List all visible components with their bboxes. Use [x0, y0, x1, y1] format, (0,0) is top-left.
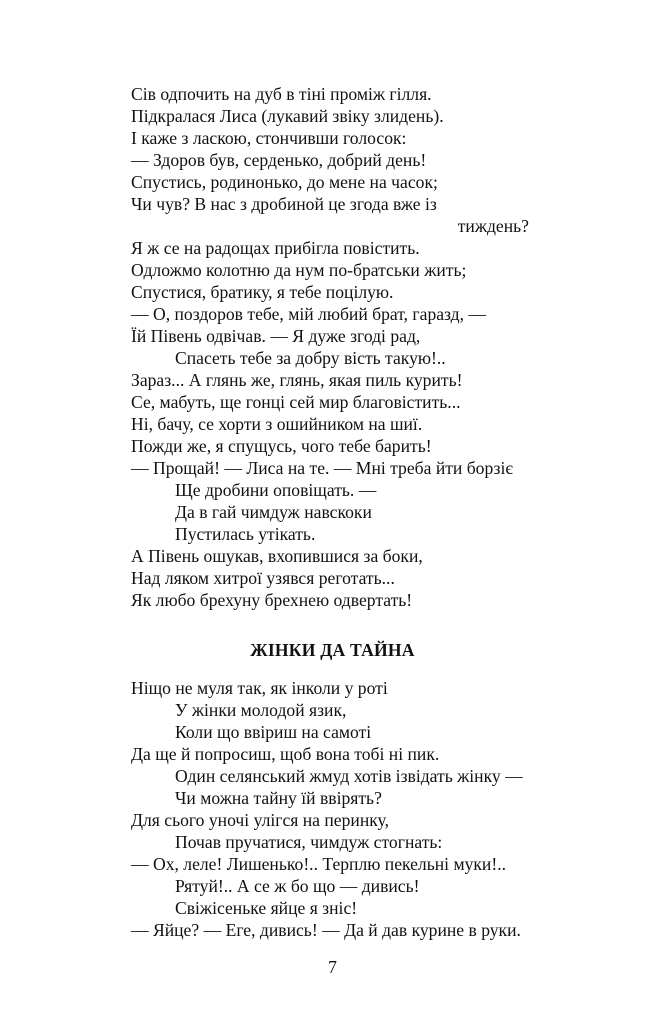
- poem-title: ЖІНКИ ДА ТАЙНА: [250, 640, 415, 660]
- poem-fable-text: [131, 83, 591, 611]
- poem-line: Над ляком хитрої узявся реготать...: [131, 568, 395, 588]
- poem-line: Один селянський жмуд хотів ізвідать жінку —: [175, 766, 523, 786]
- poem-line: Ніщо не муля так, як інколи у роті: [131, 678, 388, 698]
- poem-line: Рятуй!.. А се ж бо що — дивись!: [175, 876, 420, 896]
- poem-line: І каже з ласкою, стончивши голосок:: [131, 128, 407, 148]
- poem-line: Да в гай чимдуж навскоки: [175, 502, 372, 522]
- poem-line: Як любо брехуну брехнею одвертать!: [131, 590, 413, 610]
- poem-women-and-secret-text: [131, 677, 591, 941]
- poem-line: Підкралася Лиса (лукавий звіку злидень).: [131, 106, 444, 126]
- poem-line: У жінки молодой язик,: [175, 700, 347, 720]
- poem-line: — Прощай! — Лиса на те. — Мні треба йти борзіє: [131, 458, 513, 478]
- poem-line: Для сього уночі улігся на перинку,: [131, 810, 389, 830]
- poem-line: Пустилась утікать.: [175, 524, 316, 544]
- poem-line: Се, мабуть, ще гонці сей мир благовістить...: [131, 392, 461, 412]
- poem-line: Я ж се на радощах прибігла повістить.: [131, 238, 420, 258]
- poem-line: — Ох, леле! Лишенько!.. Терплю пекельні муки!..: [131, 854, 506, 874]
- poem-line: — Яйце? — Еге, дивись! — Да й дав курине в руки.: [131, 920, 521, 940]
- poem-line: Спасеть тебе за добру вість такую!..: [175, 348, 446, 368]
- poem-line: Чи можна тайну їй ввірять?: [175, 788, 382, 808]
- poem-line: Зараз... А глянь же, глянь, якая пиль курить!: [131, 370, 463, 390]
- poem-line: Чи чув? В нас з дробиной це згода вже із: [131, 194, 437, 214]
- poem-line: Одложмо колотню да нум по-братськи жить;: [131, 260, 467, 280]
- poem-line: Почав пручатися, чимдуж стогнать:: [175, 832, 443, 852]
- poem-line: А Півень ошукав, вхопившися за боки,: [131, 546, 423, 566]
- poem-line: Сів одпочить на дуб в тіні проміж гілля.: [131, 84, 432, 104]
- poem-line: — Здоров був, серденько, добрий день!: [131, 150, 427, 170]
- poem-line: Коли що ввіриш на самоті: [175, 722, 372, 742]
- poem-line: Їй Півень одвічав. — Я дуже згоді рад,: [131, 326, 421, 346]
- poem-line: Свіжісеньке яйце я зніс!: [175, 898, 358, 918]
- poem-line: Спустися, братику, я тебе поцілую.: [131, 282, 394, 302]
- poem-line: Пожди же, я спущусь, чого тебе барить!: [131, 436, 432, 456]
- page-number: 7: [328, 957, 337, 977]
- poem-line: Ще дробини оповіщать. —: [175, 480, 377, 500]
- poem-line: тиждень?: [457, 216, 529, 236]
- poem-line: Ні, бачу, се хорти з ошийником на шиї.: [131, 414, 423, 434]
- poem-line: Да ще й попросиш, щоб вона тобі ні пик.: [131, 744, 440, 764]
- poem-line: — О, поздоров тебе, мій любий брат, гаразд, —: [131, 304, 487, 324]
- poem-line: Спустись, родинонько, до мене на часок;: [131, 172, 438, 192]
